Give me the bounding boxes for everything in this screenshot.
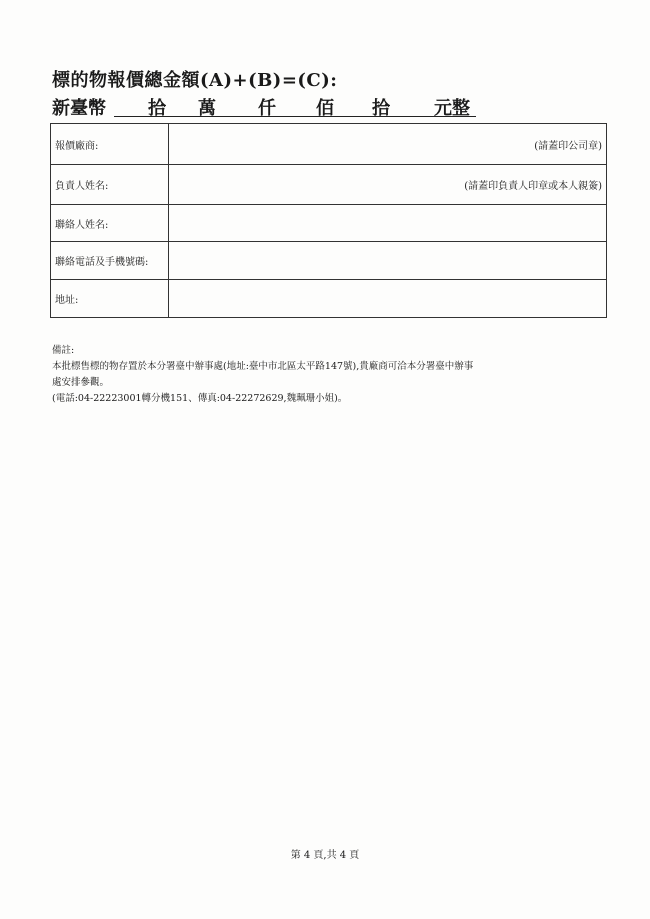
quote-form-table bbox=[50, 123, 607, 318]
amount-blank-underline bbox=[114, 94, 476, 117]
vendor-stamp-field[interactable]: (請蓋印公司章) bbox=[169, 124, 607, 165]
phone-field[interactable] bbox=[169, 242, 607, 280]
currency-amount-line bbox=[52, 94, 472, 118]
contact-name-field[interactable] bbox=[169, 205, 607, 242]
total-amount-title: 標的物報價總金額(A)+(B)=(C): bbox=[52, 70, 338, 91]
notes-line-2: 處安排參觀。 bbox=[52, 377, 110, 388]
unit-ten: 拾 bbox=[372, 98, 390, 119]
unit-hundred: 佰 bbox=[316, 98, 334, 119]
notes-line-1: 本批標售標的物存置於本分署臺中辦事處(地址:臺中市北區太平路147號),貴廠商可洽本分署臺中辦事 bbox=[52, 361, 474, 372]
notes-section bbox=[52, 343, 612, 407]
unit-ten-thousand: 萬 bbox=[198, 98, 216, 119]
contact-name-label: 聯絡人姓名: bbox=[51, 205, 169, 242]
page-number: 第 4 頁,共 4 頁 bbox=[290, 850, 360, 861]
address-label: 地址: bbox=[51, 280, 169, 318]
currency-prefix: 新臺幣 bbox=[52, 98, 106, 119]
notes-line-3: (電話:04-22223001轉分機151、傳真:04-22272629,魏珮珊小姐)。 bbox=[52, 393, 348, 404]
unit-thousand: 仟 bbox=[258, 98, 276, 119]
notes-heading: 備註: bbox=[52, 345, 75, 356]
table-row bbox=[51, 242, 607, 280]
table-row bbox=[51, 124, 607, 165]
table-row bbox=[51, 280, 607, 318]
phone-label: 聯絡電話及手機號碼: bbox=[51, 242, 169, 280]
table-row bbox=[51, 165, 607, 205]
vendor-label: 報價廠商: bbox=[51, 124, 169, 165]
unit-yuan: 元整 bbox=[434, 98, 470, 119]
unit-ten-thousand-tens: 拾 bbox=[148, 98, 166, 119]
address-field[interactable] bbox=[169, 280, 607, 318]
table-row bbox=[51, 205, 607, 242]
owner-name-label: 負責人姓名: bbox=[51, 165, 169, 205]
owner-signature-field[interactable]: (請蓋印負責人印章或本人親簽) bbox=[169, 165, 607, 205]
